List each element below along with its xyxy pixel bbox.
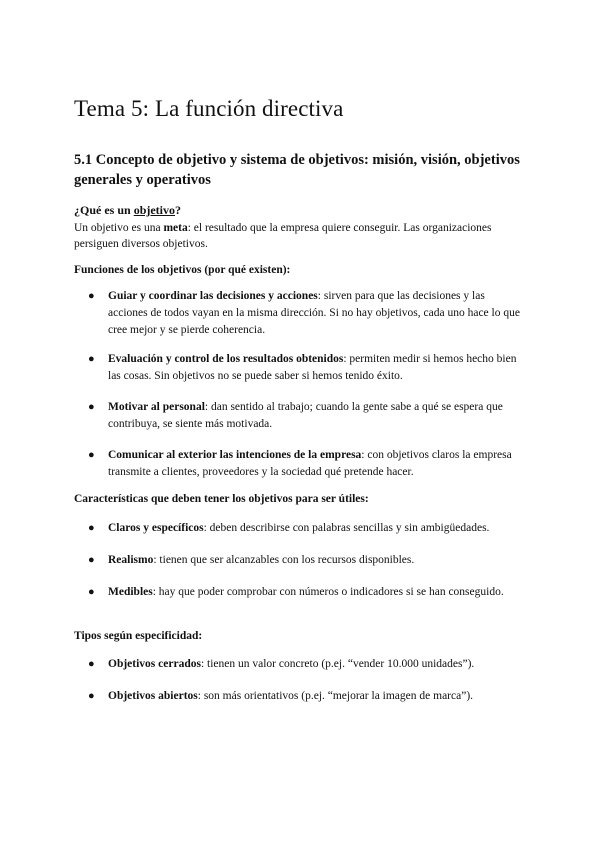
item-term: Claros y específicos [108,522,204,534]
item-term: Comunicar al exterior las intenciones de la empresa [108,449,362,461]
item-term: Medibles [108,586,153,598]
bullet-icon: ● [88,353,95,365]
section-heading: 5.1 Concepto de objetivo y sistema de objetivos: misión, visión, objetivos generales y operativos [74,152,520,188]
question-term: objetivo [133,203,176,217]
item-text: : dan sentido al trabajo; cuando la gente sabe a qué se espera que contribuya, se siente más motivada. [108,401,503,430]
bullet-icon: ● [88,554,95,566]
item-term: Motivar al personal [108,401,205,413]
bullet-icon: ● [88,522,95,534]
bullet-icon: ● [88,449,95,461]
intro-paragraph [74,220,534,253]
item-text: : tienen un valor concreto (p.ej. “vender 10.000 unidades”). [200,658,475,670]
item-text: : permiten medir si hemos hecho bien las cosas. Sin objetivos no se puede saber si hemos tenido éxito. [108,353,517,382]
item-text: : con objetivos claros la empresa transmite a clientes, proveedores y la sociedad qué pretende hacer. [108,449,512,478]
tipos-heading: Tipos según especificidad: [74,630,203,642]
item-term: Evaluación y control de los resultados obtenidos [108,353,344,365]
item-text: : son más orientativos (p.ej. “mejorar la imagen de marca”). [197,690,474,702]
item-text: : deben describirse con palabras sencillas y sin ambigüedades. [203,522,490,534]
intro-prefix: Un objetivo es una [74,221,164,234]
question-prefix: ¿Qué es un [74,203,134,217]
bullet-icon: ● [88,658,95,670]
item-term: Realismo [108,554,154,566]
bullet-icon: ● [88,290,95,302]
item-text: : hay que poder comprobar con números o indicadores si se han conseguido. [152,586,504,598]
item-text: : tienen que ser alcanzables con los recursos disponibles. [153,554,415,566]
intro-rest: : el resultado que la empresa quiere conseguir. Las organizaciones persiguen diversos objetivos. [74,221,492,250]
question-block [74,202,534,253]
item-term: Guiar y coordinar las decisiones y acciones [108,290,318,302]
bullet-icon: ● [88,401,95,413]
item-text: : sirven para que las decisiones y las acciones de todos vayan en la misma dirección. Si no hay objetivos, cada uno hace lo que cree mejor y se pierde coherencia. [108,290,520,336]
question-suffix: ? [175,203,182,217]
bullet-icon: ● [88,690,95,702]
item-term: Objetivos abiertos [108,690,198,702]
item-term: Objetivos cerrados [108,658,201,670]
page-title: Tema 5: La función directiva [74,96,344,121]
funciones-heading: Funciones de los objetivos (por qué existen): [74,264,291,276]
intro-term: meta [163,221,188,234]
caracteristicas-heading: Características que deben tener los objetivos para ser útiles: [74,493,369,505]
question-heading [74,202,534,219]
bullet-icon: ● [88,586,95,598]
